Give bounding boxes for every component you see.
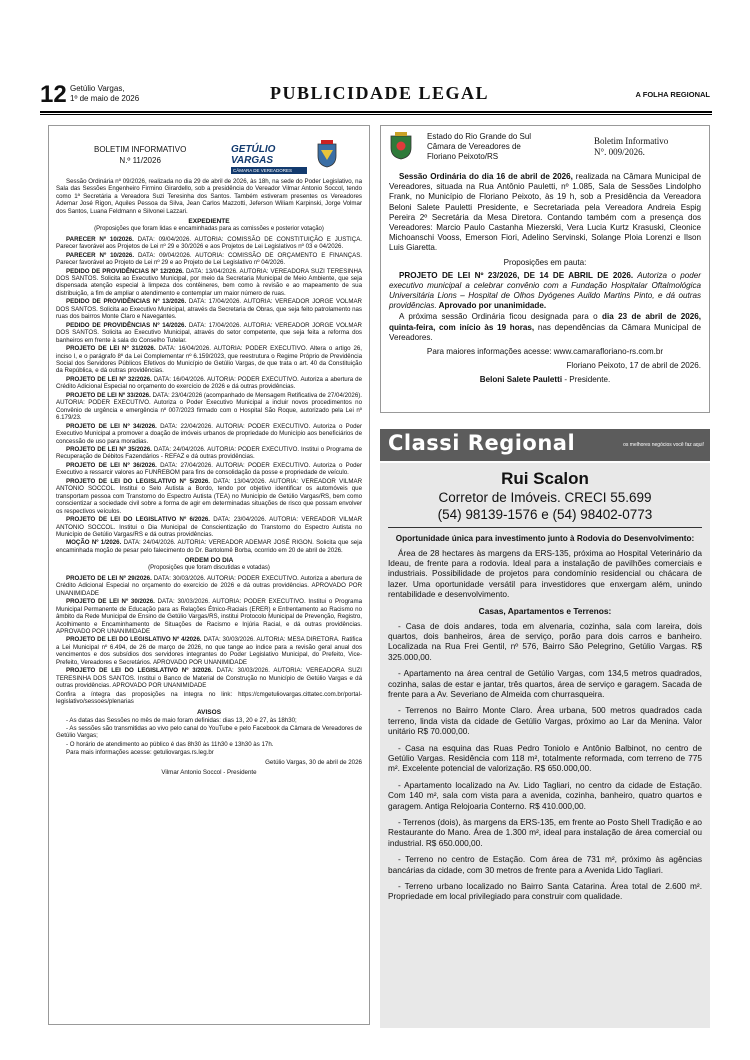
opportunity-heading: Oportunidade única para investimento junto à Rodovia do Desenvolvimento: <box>395 534 695 543</box>
listing-item: - Terreno no centro de Estação. Com área de 731 m², próximo às agências bancárias da cidade, com 30 metros de frente para a Avenida Lido Tagliari. <box>388 854 702 875</box>
proposition-title: PROJETO DE LEI DO LEGISLATIVO Nº 3/2026. <box>66 667 213 675</box>
floriano-institution <box>427 132 531 162</box>
getulio-vargas-bulletin <box>48 125 370 1025</box>
proposition-item <box>56 667 362 689</box>
floriano-bulletin-label <box>594 136 668 158</box>
proposition-text: DATA: 24/04/2026. AUTORIA: PODER EXECUTIVO. Institui o Programa de Recuperação de Débitos Fazendários - REFAZ e dá outras providências. <box>56 446 362 461</box>
proposition-item <box>56 322 362 344</box>
proposition-text: DATA: 09/04/2026. AUTORIA: COMISSÃO DE ORÇAMENTO E FINANÇAS. Parecer favorável ao Projeto de Lei nº 29 e ao Projeto de Lei Legislativo nº 04/2026. <box>56 251 362 267</box>
proposition-text: DATA: 24/04/2026. AUTORIA: VEREADOR ADEMAR JOSÉ RIGON. Solicita que seja encaminhada moção de pesar pelo falecimento do Dr. Bartolomê Borba, ocorrido em 20 de abril de 2026. <box>56 539 362 554</box>
proposition-text: DATA: 22/04/2026. AUTORIA: PODER EXECUTIVO. Autoriza o Poder Executivo Municipal a promover a doação de imóveis urbanos de propriedade do Município aos beneficiários de concessão de uso para moradias. <box>56 422 362 445</box>
logo-text: GETÚLIO VARGAS <box>231 144 276 166</box>
session-intro: Sessão Ordinária nº 09/2026, realizada no dia 29 de abril de 2026, às 18h, na sede do Poder Legislativo, na Sala das Sessões Engenheiro Firmino Girardello, sob a presidência do Vereador Vilmar Antonio Soccol, tendo como 1ª Secretária a Vereadora Suzi Teresinha dos Santos. Também estiveram presentes os Vereadores Ademar José Rigon, Aquiles Pessoa da Silva, Jean Carlos Mazzotti, Jeferson Wiliam Karpinski, Jorge Volmar dos Santos, Luana Feldmann e Silvonei Lazzari. <box>56 178 362 215</box>
proposition-text: DATA: 16/04/2026. AUTORIA: PODER EXECUTIVO. Autoriza a abertura de Crédito Adicional Especial no orçamento do exercício de 2026 e dá outras providências. <box>56 375 362 391</box>
proposition-item <box>56 462 362 477</box>
proposition-title: PROJETO DE LEI Nº 34/2026. <box>66 422 157 430</box>
realtor-name: Rui Scalon <box>501 469 589 488</box>
header-rule-thin <box>40 114 712 115</box>
proposition-item <box>56 392 362 422</box>
bulletin-title: BOLETIM INFORMATIVO <box>94 145 187 154</box>
proposition-text: DATA: 16/04/2026. AUTORIA: PODER EXECUTIVO. Altera o artigo 26, inciso I, e o parágrafo 8º da Lei Complementar nº 6.159/2023, que reestrutura o Regime Próprio de Previdência Social dos Servidores Públicos Efetivos do Município de Getúlio Vargas, de que trata o art. 40 da Constituição da República, e dá outras providências. <box>56 345 362 375</box>
floriano-session-bold: Sessão Ordinária do dia 16 de abril de 2026, <box>399 172 573 181</box>
floriano-bulletin-number: N°. 009/2026. <box>594 147 645 157</box>
aviso-item: - As datas das Sessões no mês de maio foram definidas: dias 13, 20 e 27, às 18h30; <box>66 716 297 724</box>
next-session-pre: A próxima sessão Ordinária ficou designada para o <box>399 312 603 322</box>
proposition-item <box>56 423 362 445</box>
classi-ad <box>380 463 710 1028</box>
floriano-peixoto-bulletin <box>380 125 710 413</box>
proposition-item <box>56 598 362 635</box>
aviso-item: - As sessões são transmitidas ao vivo pelo canal do YouTube e pelo Facebook da Câmara de Vereadores de Getúlio Vargas; <box>56 725 362 740</box>
classi-title: Classi Regional <box>388 431 576 455</box>
avisos-list <box>56 717 362 749</box>
proposition-text: DATA: 13/04/2026. AUTORIA: VEREADORA SUZI TERESINHA DOS SANTOS. Solicita ao Executivo Municipal, por meio da Secretaria Municipal de Meio Ambiente, que seja dispensada atenção especial à limpeza dos contêineres, bem como à revisão e ao mapeamento de sua distribuição, a fim de ampliar o atendimento e contemplar um maior número de ruas. <box>56 267 362 297</box>
proposition-text: DATA: 23/04/2026. AUTORIA: VEREADOR VILMAR ANTONIO SOCCOL. Institui o Dia Municipal de Conscientização do Transtorno do Espectro Autista no Município de Getúlio Vargas/RS e dá outras providências. <box>56 516 362 538</box>
proposition-item <box>56 446 362 461</box>
page-number: 12 <box>40 81 67 108</box>
proposition-title: PROJETO DE LEI Nº 31/2026. <box>66 345 156 353</box>
proposition-title: PROJETO DE LEI DO LEGISLATIVO Nº 5/2026. <box>66 477 210 485</box>
proposition-title: PROJETO DE LEI Nº 36/2026. <box>66 461 157 469</box>
proposition-text: DATA: 30/03/2026. AUTORIA: MESA DIRETORA. Ratifica a Lei Municipal nº 6.494, de 26 de março de 2026, no que tange ao índice para a revisão geral anual dos vencimentos e dos subsídios dos servidores integrantes do Poder Legislativo Municipal, do Prefeito, Vice-Prefeito, Vereadores e Secretários. APROVADO POR UNANIMIDADE <box>56 636 362 666</box>
floriano-bulletin-title: Boletim Informativo <box>594 136 669 146</box>
proposition-text: DATA: 30/03/2026. AUTORIA: PODER EXECUTIVO. Autoriza a abertura de Crédito Adicional Especial no orçamento do exercício de 2026 e dá outras providências. APROVADO POR UNANIMIDADE <box>56 574 362 597</box>
floriano-sign-name: Beloni Salete Pauletti <box>479 375 563 385</box>
proposition-text: DATA: 30/03/2026. AUTORIA: PODER EXECUTIVO. Institui o Programa Municipal Permanente de Educação para as Relações Étnico-Raciais (ERER) e Enfrentamento ao Racismo no âmbito da Rede Municipal de Ensino de Getúlio Vargas/RS, institui Protocolo Municipal de Prevenção, Registro, Acolhimento e Encaminhamento de Situações de Racismo e Injúria Racial, e dá outras providências. APROVADO POR UNANIMIDADE <box>56 598 362 636</box>
state-line-2: Câmara de Vereadores de <box>427 142 521 151</box>
proposition-text: DATA: 23/04/2026 (acompanhado de Mensagem Retificativa de 27/04/2026). AUTORIA: PODER EXECUTIVO. Autoriza o Poder Executivo Municipal a incluir novos procedimentos no Convênio de urgência e emergência nº 007/2023 firmado com o Hospital São Roque, autorizado pela Lei nº 6.179/23. <box>56 391 362 422</box>
proposition-title: PROJETO DE LEI Nº 32/2026. <box>66 375 152 383</box>
expediente-subheading: (Proposições que foram lidas e encaminhadas para as comissões e posterior votação) <box>94 226 324 233</box>
integra-link: Confira a íntegra das proposições na íntegra no link: https://cmgetuliovargas.cittatec.com.br/portal-legislativo/sessoes/plenarias <box>56 690 362 706</box>
proposition-item <box>56 298 362 320</box>
bulletin-header <box>56 134 362 178</box>
floriano-signature <box>389 374 701 385</box>
bulletin-number: N.º 11/2026 <box>119 156 161 165</box>
proposition-title: PEDIDO DE PROVIDÊNCIAS Nº 12/2026. <box>66 267 184 275</box>
classi-tagline: os melhores negócios você faz aqui! <box>623 442 704 448</box>
proposition-text: DATA: 30/03/2026. AUTORIA: VEREADORA SUZI TERESINHA DOS SANTOS. Institui o Banco de Material de Construção no Município de Getúlio Vargas e dá outras providências. APROVADO POR UNANIMIDADE <box>56 667 362 690</box>
ordem-list <box>56 575 362 690</box>
proposition-title: PEDIDO DE PROVIDÊNCIAS Nº 13/2026. <box>66 298 187 306</box>
floriano-session-body: realizada na Câmara Municipal de Vereadores, situada na Rua Antônio Pauletti, nº 1.085, Sala de Sessões Lindolpho Frank, no Município de Floriano Peixoto, às 19 h, sob a Presidência da Vereadora Beloni Salete Pauletti Presidente, e Secretariada pela Vereadora Andreia Espig Pereira 2º Secretária da Mesa Diretora. Contando também com a presença dos Vereadores: Marcio Paulo Castanha Miezerski, Vera Lucia Kurtz Krasuski, Cleonice Michoanschi Vooss, Emerson Fiori, Adelino Servinski, Solange Ploia Lorenzi e Ilson Luis Giaretta. <box>389 172 701 253</box>
signature-place-date: Getúlio Vargas, 30 de abril de 2026 <box>265 758 362 766</box>
listing-item: - Casa na esquina das Ruas Pedro Toniolo e Antônio Balbinot, no centro de Getúlio Vargas. Residência com 118 m², totalmente reformada, com terreno de 775 m². Excelente potencial de valorização. R$ 650.000,00. <box>388 742 702 774</box>
header-dateline <box>70 84 139 104</box>
paper-name: A FOLHA REGIONAL <box>635 90 710 99</box>
city-crest-icon <box>316 140 338 168</box>
proposition-item <box>56 575 362 597</box>
proposition-text: DATA: 13/04/2026. AUTORIA: VEREADOR VILMAR ANTONIO SOCCOL. Institui o Selo Autista a Bordo, tendo por objetivo identificar os automóveis que transportam pessoa com Transtorno do Espectro Autista (TEA) no Município de Getúlio Vargas/RS, bem como conscientizar a sociedade civil sobre a forma de agir em determinadas situações de risco que possam envolver os respectivos veículos. <box>56 477 362 515</box>
proposition-item <box>56 478 362 515</box>
page-header <box>40 82 712 110</box>
proposition-item <box>56 345 362 375</box>
next-session-post: nas dependências da Câmara Municipal de Vereadores. <box>389 322 701 342</box>
expediente-heading: EXPEDIENTE <box>188 218 230 226</box>
proposition-title: MOÇÃO Nº 1/2026. <box>66 539 122 547</box>
proposition-item <box>56 236 362 251</box>
floriano-crest-icon <box>389 132 413 160</box>
expediente-list <box>56 236 362 555</box>
classi-divider <box>388 527 702 528</box>
listing-item: - Terrenos no Bairro Monte Claro. Área urbana, 500 metros quadrados cada terreno, linda vista da cidade de Getúlio Vargas, próximo ao Lar da Menina. Valor unitário R$ 70.000,00. <box>388 705 702 737</box>
listings <box>388 621 702 902</box>
listings-heading: Casas, Apartamentos e Terrenos: <box>478 605 612 616</box>
header-rule <box>40 111 712 113</box>
aviso-item: - O horário de atendimento ao público é das 8h30 às 11h30 e 13h30 às 17h. <box>66 740 274 748</box>
classi-banner <box>380 429 710 461</box>
realtor-role: Corretor de Imóveis. CRECI 55.699 <box>438 490 652 505</box>
proposition-item <box>56 268 362 298</box>
proposition-item <box>56 516 362 538</box>
floriano-place-date: Floriano Peixoto, 17 de abril de 2026. <box>566 361 701 371</box>
proposition-text: DATA: 17/04/2026. AUTORIA: VEREADOR JORGE VOLMAR DOS SANTOS. Solicita ao Executivo Municipal, através do setor competente, que seja feita a reforma dos banheiros em frente à sala do Conselho Tutelar. <box>56 321 362 344</box>
listing-item: - Casa de dois andares, toda em alvenaria, cozinha, sala com lareira, dois quartos, dois banheiros, área de serviço, porão para dois carros e banheiro. Localizada na Rua Frei Gentil, nº 576, Bairro São Pelegrino, Getúlio Vargas. R$ 325.000,00. <box>388 620 702 662</box>
proposition-item <box>56 636 362 666</box>
proposition-title: PROJETO DE LEI Nº 30/2026. <box>66 598 155 606</box>
proposition-text: DATA: 09/04/2026. AUTORIA: COMISSÃO DE CONSTITUIÇÃO E JUSTIÇA. Parecer favorável aos Projetos de Lei nº 29 e 30/2026 e aos Projetos de Lei Legislativos nº 03 e 04/2026. <box>56 235 362 251</box>
bill-title: PROJETO DE LEI Nº 23/2026, DE 14 DE ABRIL DE 2026. <box>399 270 634 280</box>
logo-subtext: CÂMARA DE VEREADORES <box>231 167 307 174</box>
listing-item: - Apartamento na área central de Getúlio Vargas, com 134,5 metros quadrados, cozinha, salas de estar e jantar, três quartos, área de serviço e garagem. Sacada de frente para a Av. Severiano de Almeida com churrasqueira. <box>388 668 702 699</box>
avisos-heading: AVISOS <box>196 708 222 716</box>
bill-summary: Autoriza o poder executivo municipal a celebrar convênio com a Fundação Hospitalar Oftalmológica Universitária Lions – Hospital de Olhos Dyógenes Auildo Martins Pinto, e dá outras providências. <box>389 270 701 311</box>
more-info: Para mais informações acesse: getuliovargas.rs.leg.br <box>66 749 214 757</box>
realtor-phones: (54) 98139-1576 e (54) 98402-0773 <box>437 507 653 522</box>
next-session-date: dia 23 de abril de 2026, quinta-feira, com início às 19 horas, <box>389 312 701 332</box>
bulletin-heading <box>94 144 186 166</box>
pauta-heading: Proposições em pauta: <box>503 257 587 267</box>
proposition-title: PEDIDO DE PROVIDÊNCIAS Nº 14/2026. <box>66 321 187 329</box>
state-line-3: Floriano Peixoto/RS <box>427 152 499 161</box>
floriano-header <box>389 132 701 172</box>
section-title: PUBLICIDADE LEGAL <box>270 83 490 103</box>
next-session <box>389 312 701 343</box>
signature-name: Vilmar Antonio Soccol - Presidente <box>161 768 257 776</box>
ordem-subheading: (Proposições que foram discutidas e votadas) <box>148 565 270 572</box>
header-date: 1º de maio de 2026 <box>70 94 140 103</box>
floriano-info: Para maiores informações acesse: www.camarafloriano-rs.com.br <box>426 347 664 357</box>
bill-result: Aprovado por unanimidade. <box>436 301 547 311</box>
listing-item: - Terreno urbano localizado no Bairro Santa Catarina. Área total de 2.600 m². Propriedade em local privilegiado para construir com qualidade. <box>388 881 702 902</box>
floriano-session-text <box>389 172 701 254</box>
listing-item: - Apartamento localizado na Av. Lido Tagliari, no centro da cidade de Estação. Com 140 m², sala com vista para a avenida, cozinha, banheiro, quatro quartos e garagem. Antiga Relojoaria Conterno. R$ 410.000,00. <box>388 779 702 811</box>
proposition-title: PROJETO DE LEI Nº 33/2026. <box>66 391 151 399</box>
proposition-item <box>56 376 362 391</box>
proposition-title: PARECER Nº 10/2026. <box>66 251 135 259</box>
state-line-1: Estado do Rio Grande do Sul <box>427 132 532 141</box>
proposition-item <box>56 539 362 554</box>
proposition-text: DATA: 17/04/2026. AUTORIA: VEREADOR JORGE VOLMAR DOS SANTOS. Solicita ao Executivo Municipal, através da Secretaria de Obras, que seja feito patrolamento nas ruas dos bairros Monte Claro e Navegantes. <box>56 298 362 321</box>
listing-item: - Terrenos (dois), às margens da ERS-135, em frente ao Posto Shell Tradição e ao Restaurante do Mano. Área de 1.300 m², ideal para instalação de área comercial ou industrial. R$ 650.000,00. <box>388 817 702 848</box>
proposition-text: DATA: 27/04/2026. AUTORIA: PODER EXECUTIVO. Autoriza o Poder Executivo a ressarcir valores ao FUNREBOM para fins de consolidação da posse e propriedade de veículo. <box>56 461 362 477</box>
ordem-heading: ORDEM DO DIA <box>184 557 234 565</box>
proposition-title: PARECER Nº 10/2026. <box>66 235 134 243</box>
getulio-vargas-logo <box>231 144 307 173</box>
proposition-title: PROJETO DE LEI Nº 35/2026. <box>66 446 152 453</box>
opportunity-text: Área de 28 hectares às margens da ERS-135, próxima ao Hospital Veterinário da Ideau, de frente para a rodovia. Ideal para a instalação de pavilhões comerciais e industriais. Possibilidade de projetos para condomínio residencial ou chácara de lazer. Uma oportunidade versátil para investidores que enxergam além, unindo rentabilidade e desenvolvimento. <box>388 547 702 600</box>
proposition-title: PROJETO DE LEI DO LEGISLATIVO Nº 6/2026. <box>66 516 210 524</box>
header-city: Getúlio Vargas, <box>70 84 125 93</box>
proposition-title: PROJETO DE LEI Nº 29/2026. <box>66 574 152 582</box>
proposition-item <box>56 252 362 267</box>
proposition-title: PROJETO DE LEI DO LEGISLATIVO Nº 4/2026. <box>66 636 202 644</box>
floriano-sign-role: - Presidente. <box>562 375 611 385</box>
floriano-bill <box>389 271 701 312</box>
